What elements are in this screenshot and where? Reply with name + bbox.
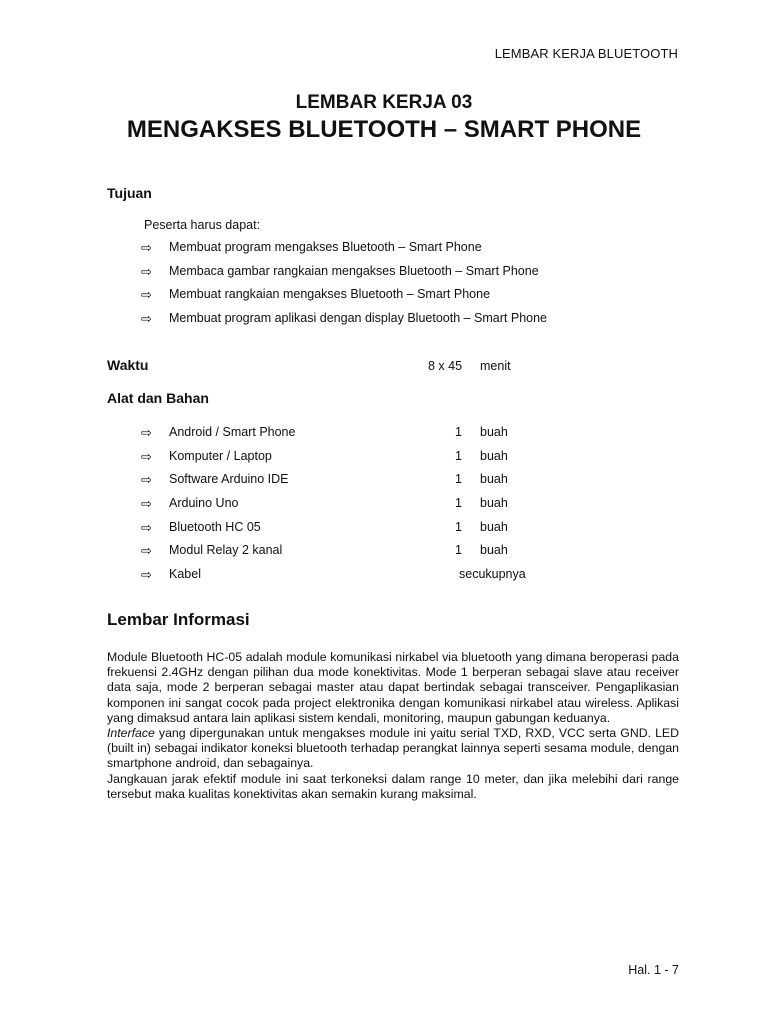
page-number: Hal. 1 - 7 bbox=[628, 963, 679, 977]
tujuan-item-text: Membuat program mengakses Bluetooth – Smart Phone bbox=[169, 240, 482, 254]
alat-item-name: Software Arduino IDE bbox=[169, 472, 289, 487]
list-item bbox=[141, 520, 661, 544]
alat-item-unit: buah bbox=[480, 496, 508, 511]
double-arrow-right-icon: ⇨ bbox=[141, 497, 152, 513]
double-arrow-right-icon: ⇨ bbox=[141, 312, 152, 328]
alat-item-unit: buah bbox=[480, 519, 508, 534]
list-item bbox=[141, 543, 661, 567]
worksheet-number-title: LEMBAR KERJA 03 bbox=[295, 92, 473, 113]
alat-item-qty: 1 bbox=[455, 543, 462, 558]
list-item bbox=[141, 449, 661, 473]
list-item bbox=[141, 264, 661, 288]
alat-item-qty: 1 bbox=[455, 472, 462, 487]
waktu-unit: menit bbox=[480, 359, 511, 373]
alat-item-name: Arduino Uno bbox=[169, 496, 239, 511]
tujuan-list bbox=[141, 240, 661, 335]
double-arrow-right-icon: ⇨ bbox=[141, 568, 152, 584]
alat-item-unit: buah bbox=[480, 472, 508, 487]
tujuan-item-text: Membuat program aplikasi dengan display Bluetooth – Smart Phone bbox=[169, 311, 547, 326]
list-item bbox=[141, 287, 661, 311]
list-item bbox=[141, 311, 661, 335]
informasi-paragraph-1: Module Bluetooth HC-05 adalah module komunikasi nirkabel via bluetooth yang dimana beroperasi pada frekuensi 2.4GHz dengan pilihan dua mode konektivitas. Mode 1 berperan sebagai slave atau receiver data saja, mode 2 berperan sebagai master atau dapat bertindak sebagai transceiver. Pengaplikasian komponen ini sangat cocok pada project elektronika dengan komunikasi nirkabel atau wireless. Aplikasi yang dimaksud antara lain aplikasi sistem kendali, monitoring, maupun gabungan keduanya. bbox=[107, 650, 679, 725]
interface-term: Interface bbox=[107, 726, 155, 741]
alat-item-name: Modul Relay 2 kanal bbox=[169, 543, 283, 558]
alat-list bbox=[141, 425, 661, 591]
tujuan-heading: Tujuan bbox=[107, 185, 152, 201]
list-item bbox=[141, 496, 661, 520]
worksheet-main-title: MENGAKSES BLUETOOTH – SMART PHONE bbox=[126, 116, 642, 143]
alat-item-qty: 1 bbox=[455, 496, 462, 511]
alat-item-note: secukupnya bbox=[459, 567, 526, 582]
tujuan-item-text: Membaca gambar rangkaian mengakses Bluetooth – Smart Phone bbox=[169, 263, 539, 278]
double-arrow-right-icon: ⇨ bbox=[141, 520, 152, 536]
informasi-body bbox=[107, 650, 679, 802]
alat-item-name: Komputer / Laptop bbox=[169, 448, 272, 463]
alat-item-name: Android / Smart Phone bbox=[169, 425, 296, 439]
alat-heading: Alat dan Bahan bbox=[107, 390, 209, 406]
waktu-value: 8 x 45 bbox=[428, 359, 463, 373]
double-arrow-right-icon: ⇨ bbox=[141, 544, 152, 560]
alat-item-name: Bluetooth HC 05 bbox=[169, 519, 261, 534]
informasi-paragraph-2 bbox=[107, 726, 679, 772]
alat-item-unit: buah bbox=[480, 425, 508, 439]
alat-item-qty: 1 bbox=[455, 448, 462, 463]
double-arrow-right-icon: ⇨ bbox=[141, 264, 152, 280]
waktu-heading: Waktu bbox=[107, 357, 149, 373]
double-arrow-right-icon: ⇨ bbox=[141, 426, 152, 441]
list-item bbox=[141, 240, 661, 264]
alat-item-qty: 1 bbox=[455, 425, 462, 439]
tujuan-item-text: Membuat rangkaian mengakses Bluetooth – Smart Phone bbox=[169, 287, 491, 302]
alat-item-qty: 1 bbox=[455, 519, 462, 534]
double-arrow-right-icon: ⇨ bbox=[141, 473, 152, 489]
alat-item-unit: buah bbox=[480, 448, 508, 463]
list-item bbox=[141, 425, 661, 449]
alat-item-unit: buah bbox=[480, 543, 508, 558]
list-item bbox=[141, 567, 661, 591]
double-arrow-right-icon: ⇨ bbox=[141, 241, 152, 256]
informasi-heading: Lembar Informasi bbox=[107, 610, 250, 629]
tujuan-intro: Peserta harus dapat: bbox=[144, 218, 261, 232]
running-header: LEMBAR KERJA BLUETOOTH bbox=[494, 46, 678, 61]
alat-item-name: Kabel bbox=[169, 567, 201, 582]
double-arrow-right-icon: ⇨ bbox=[141, 288, 152, 304]
informasi-paragraph-3: Jangkauan jarak efektif module ini saat terkoneksi dalam range 10 meter, dan jika melebihi dari range tersebut maka kualitas konektivitas akan semakin kurang maksimal. bbox=[107, 771, 679, 801]
list-item bbox=[141, 472, 661, 496]
double-arrow-right-icon: ⇨ bbox=[141, 449, 152, 465]
informasi-paragraph-2-text: yang dipergunakan untuk mengakses module ini yaitu serial TXD, RXD, VCC serta GND. LED (built in) sebagai indikator koneksi bluetooth terhadap perangkat lainnya seperti sesama module, dengan smartphone android, dan sebagainya. bbox=[107, 726, 679, 771]
